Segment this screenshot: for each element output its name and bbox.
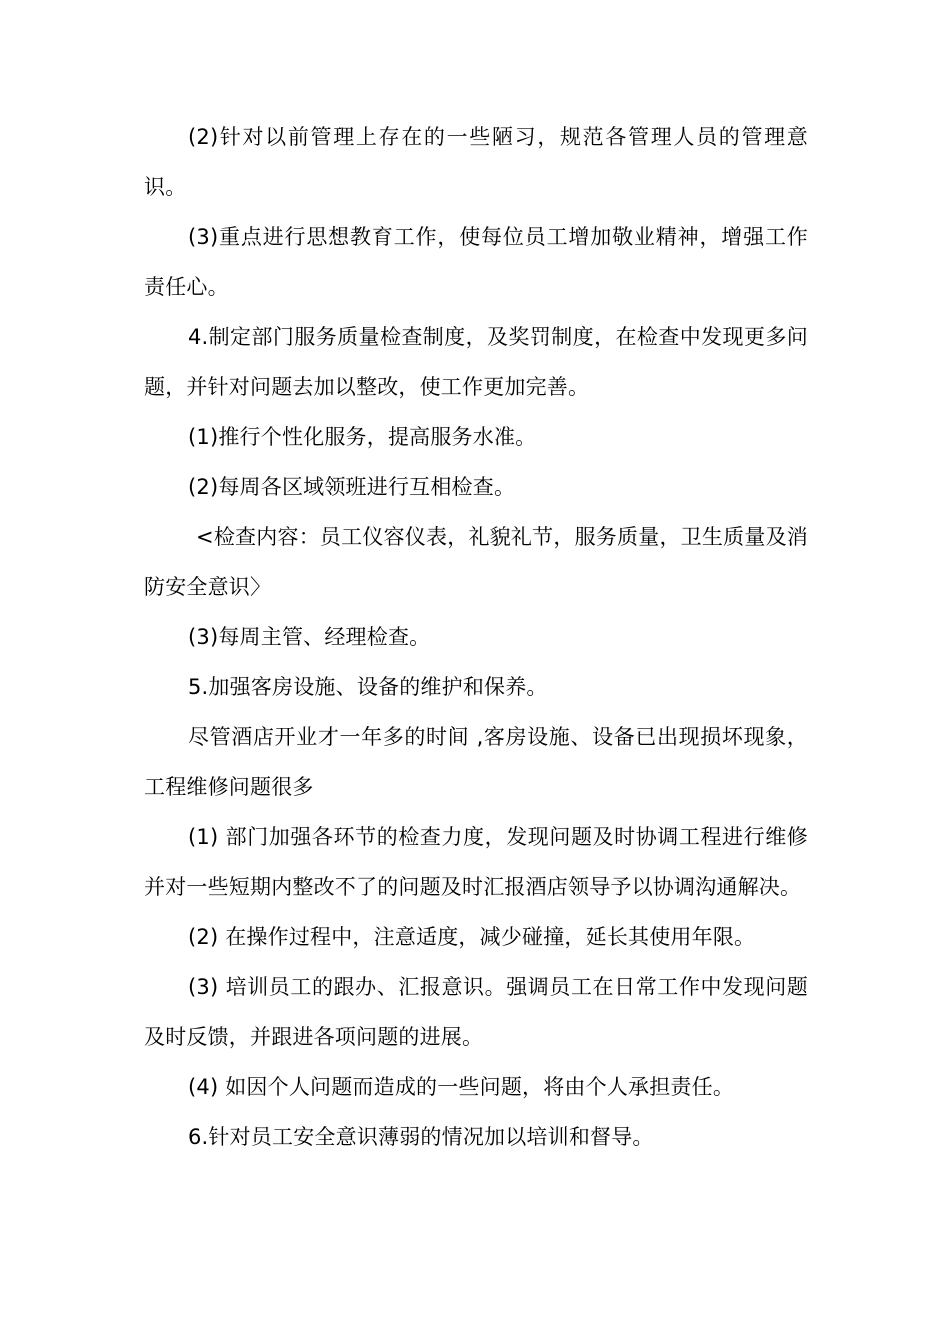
paragraph-item-1-inspection-force: (1) 部门加强各环节的检查力度，发现问题及时协调工程进行维修并对一些短期内整改不了的问题及时汇报酒店领导予以协调沟通解决。 [144,825,808,899]
document-body [144,112,808,1162]
paragraph-section-4-inspection: 4.制定部门服务质量检查制度，及奖罚制度，在检查中发现更多问题，并针对问题去加以整改，使工作更加完善。 [144,325,808,399]
paragraph-item-1-personalized-service: (1)推行个性化服务，提高服务水准。 [188,425,537,449]
paragraph-item-2-weekly-check: (2)每周各区域领班进行互相检查。 [188,475,516,499]
paragraph-item-3-education: (3)重点进行思想教育工作，使每位员工增加敬业精神，增强工作责任心。 [144,225,808,299]
paragraph-item-4-responsibility: (4) 如因个人问题而造成的一些问题，将由个人承担责任。 [188,1075,735,1099]
paragraph-item-3-reporting: (3) 培训员工的跟办、汇报意识。强调员工在日常工作中发现问题及时反馈，并跟进各项问题的进展。 [144,975,808,1049]
paragraph-maintenance-context: 尽管酒店开业才一年多的时间 ,客房设施、设备已出现损坏现象，工程维修问题很多 [144,725,808,799]
paragraph-item-2-careful-operation: (2) 在操作过程中，注意适度，减少碰撞，延长其使用年限。 [188,925,756,949]
paragraph-item-3-manager-check: (3)每周主管、经理检查。 [188,625,431,649]
paragraph-item-2-awareness: (2)针对以前管理上存在的一些陋习，规范各管理人员的管理意识。 [144,125,808,199]
paragraph-section-6-safety: 6.针对员工安全意识薄弱的情况加以培训和督导。 [188,1125,654,1149]
paragraph-inspection-contents: <检查内容：员工仪容仪表，礼貌礼节，服务质量，卫生质量及消防安全意识〉 [144,525,808,599]
paragraph-section-5-maintenance: 5.加强客房设施、设备的维护和保养。 [188,675,548,699]
